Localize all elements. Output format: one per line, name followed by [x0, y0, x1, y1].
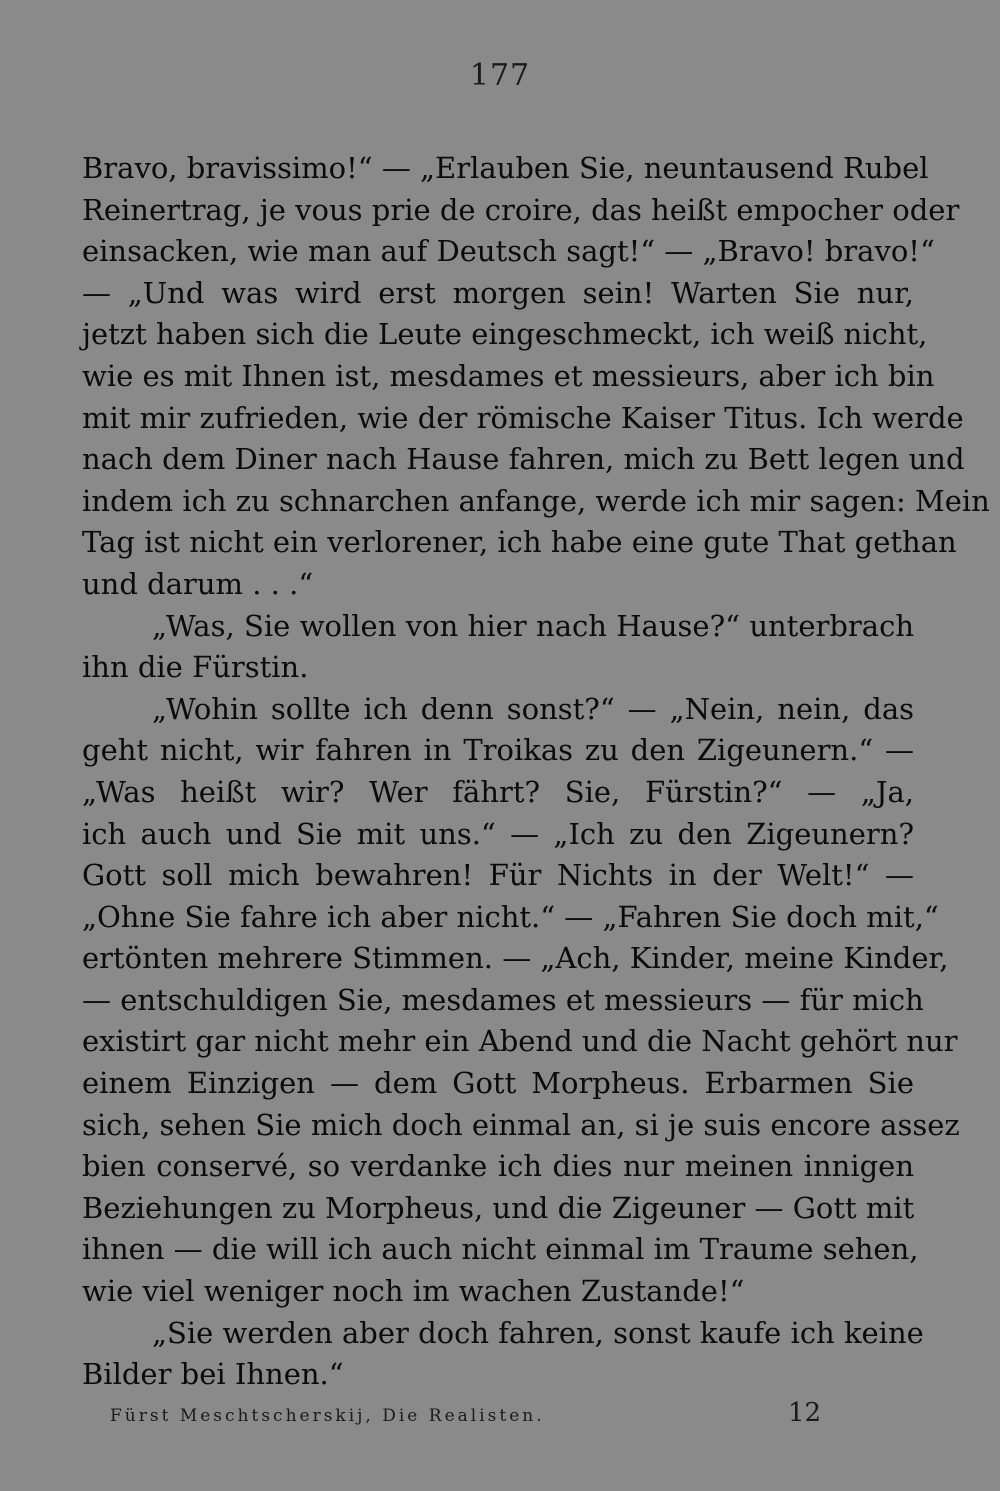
text-line: „Was, Sie wollen von hier nach Hause?“ unterbrach	[152, 608, 914, 643]
text-line: wie es mit Ihnen ist, mesdames et messieurs, aber ich bin	[82, 358, 935, 393]
text-line: „Wohin sollte ich denn sonst?“ — „Nein, nein, das	[152, 691, 914, 726]
text-line: — „Und was wird erst morgen sein! Warten Sie nur,	[82, 275, 914, 310]
text-line: wie viel weniger noch im wachen Zustande!“	[82, 1274, 745, 1309]
footer-signature: Fürst Meschtscherskij, Die Realisten.	[110, 1406, 545, 1426]
text-line: „Sie werden aber doch fahren, sonst kaufe ich keine	[152, 1315, 924, 1350]
text-block	[82, 148, 990, 1396]
text-line: Gott soll mich bewahren! Für Nichts in der Welt!“ —	[82, 858, 914, 893]
text-line: Bravo, bravissimo!“ — „Erlauben Sie, neuntausend Rubel	[82, 151, 929, 185]
text-line: Beziehungen zu Morpheus, und die Zigeuner — Gott mit	[82, 1190, 915, 1225]
text-line: und darum . . .“	[82, 566, 314, 601]
page-number: 177	[469, 58, 531, 93]
text-line: existirt gar nicht mehr ein Abend und die Nacht gehört nur	[82, 1024, 958, 1059]
text-line: einsacken, wie man auf Deutsch sagt!“ — „Bravo! bravo!“	[82, 234, 935, 269]
text-line: „Ohne Sie fahre ich aber nicht.“ — „Fahren Sie doch mit,“	[82, 899, 939, 934]
text-line: ertönten mehrere Stimmen. — „Ach, Kinder, meine Kinder,	[82, 941, 949, 976]
text-line: indem ich zu schnarchen anfange, werde ich mir sagen: Mein	[82, 483, 990, 518]
text-line: — entschuldigen Sie, mesdames et messieurs — für mich	[82, 982, 924, 1017]
footer-sheet-number: 12	[788, 1398, 822, 1428]
text-line: geht nicht, wir fahren in Troikas zu den Zigeunern.“ —	[82, 733, 914, 768]
text-line: Bilder bei Ihnen.“	[82, 1357, 344, 1392]
text-line: „Was heißt wir? Wer fährt? Sie, Fürstin?“ — „Ja,	[82, 774, 914, 809]
text-line: ihn die Fürstin.	[82, 650, 309, 685]
text-line: nach dem Diner nach Hause fahren, mich zu Bett legen und	[82, 442, 965, 477]
text-line: jetzt haben sich die Leute eingeschmeckt, ich weiß nicht,	[82, 317, 928, 352]
text-line: mit mir zufrieden, wie der römische Kaiser Titus. Ich werde	[82, 400, 964, 435]
text-line: Tag ist nicht ein verlorener, ich habe eine gute That gethan	[82, 525, 957, 560]
text-line: einem Einzigen — dem Gott Morpheus. Erbarmen Sie	[82, 1066, 914, 1101]
text-line: bien conservé, so verdanke ich dies nur meinen innigen	[82, 1149, 914, 1184]
text-line: sich, sehen Sie mich doch einmal an, si je suis encore assez	[82, 1107, 960, 1142]
text-line: ich auch und Sie mit uns.“ — „Ich zu den Zigeunern?	[82, 816, 914, 851]
text-line: Reinertrag, je vous prie de croire, das heißt empocher oder	[82, 192, 960, 227]
text-line: ihnen — die will ich auch nicht einmal im Traume sehen,	[82, 1232, 919, 1267]
